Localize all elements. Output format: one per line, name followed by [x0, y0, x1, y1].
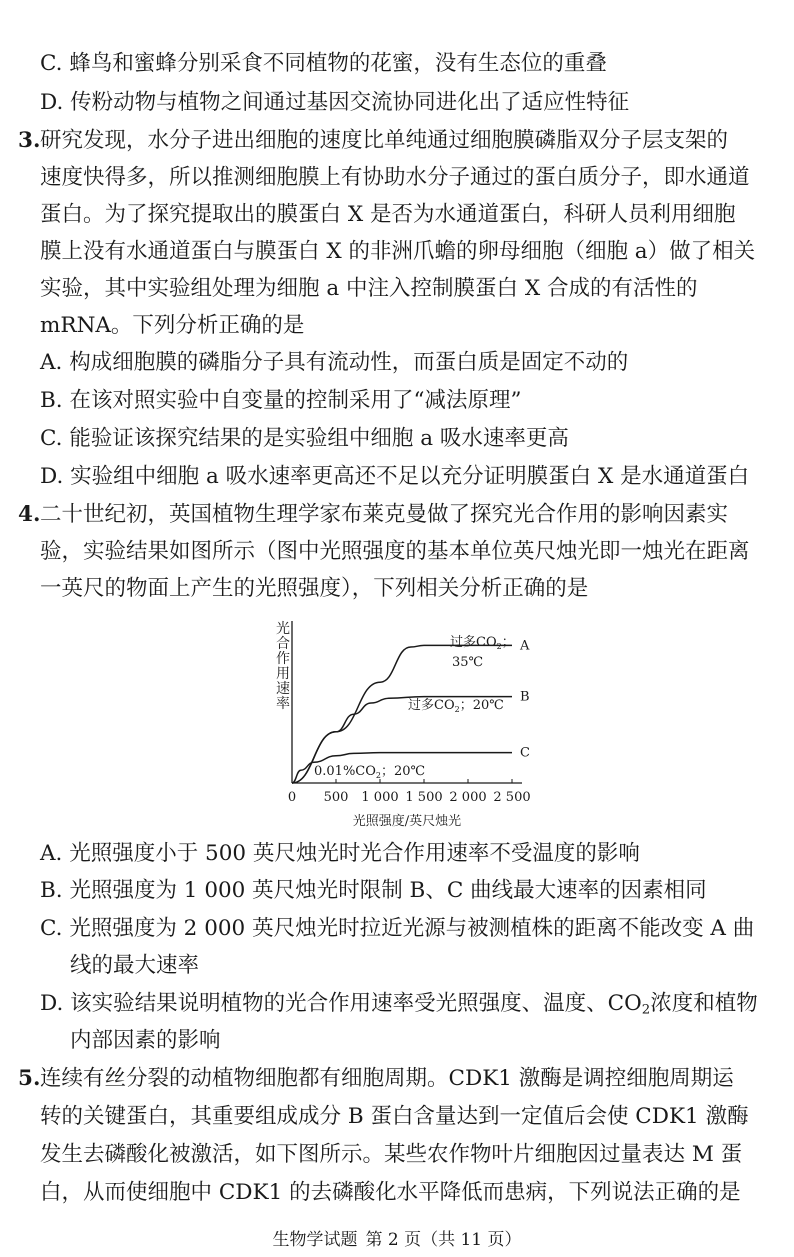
q5-stem-line-3: 发生去磷酸化被激活，如下图所示。某些农作物叶片细胞因过量表达 M 蛋 — [40, 1142, 743, 1167]
q4-stem-line-3: 一英尺的物面上产生的光照强度），下列相关分析正确的是 — [40, 576, 589, 601]
q3-stem-line-1: 研究发现，水分子进出细胞的速度比单纯通过细胞膜磷脂双分子层支架的 — [40, 128, 729, 153]
annotation-a-line1: 过多$CO_2$； — [450, 635, 515, 651]
q4-option-d-pre: D. 该实验结果说明植物的光合作用速率受光照强度、温度、CO — [40, 991, 642, 1016]
photosynthesis-chart — [262, 613, 552, 835]
x-axis-label: 光照强度/英尺烛光 — [352, 814, 462, 829]
q3-option-a: A. 构成细胞膜的磷脂分子具有流动性，而蛋白质是固定不动的 — [40, 350, 629, 375]
y-axis-label-char: 作 — [276, 651, 290, 667]
q4-stem-line-2: 验，实验结果如图所示（图中光照强度的基本单位英尺烛光即一烛光在距离 — [40, 539, 750, 564]
q4-stem-line-1: 二十世纪初，英国植物生理学家布莱克曼做了探究光合作用的影响因素实 — [40, 502, 729, 527]
annotation-c: $0.01\%CO_2$；20℃ — [314, 764, 426, 780]
q4-option-d-line-2: 内部因素的影响 — [70, 1028, 221, 1053]
q5-stem-line-4: 白，从而使细胞中 CDK1 的去磷酸化水平降低而患病，下列说法正确的是 — [40, 1180, 741, 1205]
q4-option-c-line-1: C. 光照强度为 2 000 英尺烛光时拉近光源与被测植株的距离不能改变 A 曲 — [40, 916, 755, 941]
y-axis-label-char: 率 — [276, 696, 290, 712]
x-tick-label: 2 000 — [449, 790, 487, 805]
q3-stem-line-3: 蛋白。为了探究提取出的膜蛋白 X 是否为水通道蛋白，科研人员利用细胞 — [40, 202, 736, 227]
page-footer — [0, 1225, 794, 1250]
q5-stem-line-2: 转的关键蛋白，其重要组成成分 B 蛋白含量达到一定值后会使 CDK1 激酶 — [40, 1104, 749, 1129]
q3-stem-line-2: 速度快得多，所以推测细胞膜上有协助水分子通过的蛋白质分子，即水通道 — [40, 165, 750, 190]
q4-option-d-post: 浓度和植物 — [650, 991, 758, 1016]
q2-option-d: D. 传粉动物与植物之间通过基因交流协同进化出了适应性特征 — [40, 90, 630, 115]
q3-option-d: D. 实验组中细胞 a 吸水速率更高还不足以充分证明膜蛋白 X 是水通道蛋白 — [40, 464, 750, 489]
q4-option-b: B. 光照强度为 1 000 英尺烛光时限制 B、C 曲线最大速率的因素相同 — [40, 878, 707, 903]
q4-option-d-line-1 — [40, 993, 758, 1017]
series-label-c: C — [520, 745, 530, 761]
series-label-a: A — [520, 638, 530, 654]
y-axis-label-char: 合 — [276, 636, 290, 652]
q4-option-c-line-2: 线的最大速率 — [70, 953, 200, 978]
footer-page: 第 2 页（共 11 页） — [365, 1230, 522, 1250]
y-axis-label-char: 用 — [276, 666, 290, 682]
x-tick-label: 2 500 — [493, 790, 531, 805]
q2-option-c: C. 蜂鸟和蜜蜂分别采食不同植物的花蜜，没有生态位的重叠 — [40, 51, 607, 76]
series-label-b: B — [520, 689, 530, 705]
y-axis-label — [276, 620, 290, 712]
footer-subject: 生物学试题 — [272, 1230, 358, 1250]
q3-number: 3. — [18, 128, 41, 153]
annotation-b: 过多$CO_2$；20℃ — [408, 698, 504, 714]
q3-stem-line-4: 膜上没有水通道蛋白与膜蛋白 X 的非洲爪蟾的卵母细胞（细胞 a）做了相关 — [40, 239, 756, 264]
x-tick-label: 1 500 — [405, 790, 443, 805]
q5-stem-line-1: 连续有丝分裂的动植物细胞都有细胞周期。CDK1 激酶是调控细胞周期运 — [40, 1066, 734, 1091]
x-tick-label: 1 000 — [361, 790, 399, 805]
q4-option-d-sub: 2 — [641, 1002, 651, 1018]
q3-stem-line-5: 实验，其中实验组处理为细胞 a 中注入控制膜蛋白 X 合成的有活性的 — [40, 276, 698, 301]
x-tick-label: 500 — [323, 790, 349, 805]
q3-option-c: C. 能验证该探究结果的是实验组中细胞 a 吸水速率更高 — [40, 426, 569, 451]
q3-option-b: B. 在该对照实验中自变量的控制采用了“减法原理” — [40, 388, 522, 413]
q3-stem-line-6: mRNA。下列分析正确的是 — [40, 313, 305, 338]
q4-option-a: A. 光照强度小于 500 英尺烛光时光合作用速率不受温度的影响 — [40, 841, 640, 866]
y-axis-label-char: 速 — [276, 681, 290, 697]
x-tick-label: 0 — [287, 790, 297, 805]
chart-svg — [262, 613, 552, 835]
y-axis-label-char: 光 — [276, 621, 290, 637]
q5-number: 5. — [18, 1066, 41, 1091]
annotation-a-line2: 35℃ — [452, 655, 484, 670]
q4-number: 4. — [18, 502, 41, 527]
